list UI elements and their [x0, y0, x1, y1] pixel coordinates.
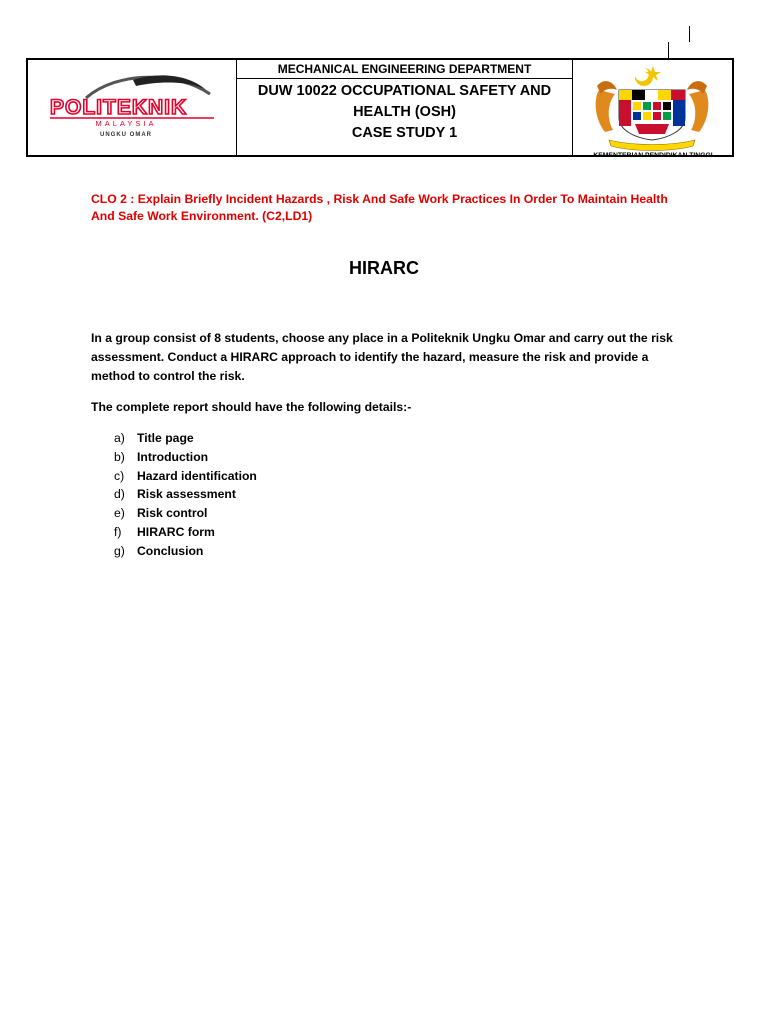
- list-item: [114, 542, 257, 561]
- list-item: [114, 485, 257, 504]
- course-title: [237, 79, 572, 155]
- list-item-marker: a): [114, 431, 125, 445]
- list-item-text: Risk assessment: [137, 487, 236, 502]
- list-item-text: Title page: [137, 431, 194, 445]
- ministry-crest-cell: [573, 60, 732, 159]
- coat-of-arms-icon: [573, 60, 732, 159]
- politeknik-logo-cell: [28, 60, 237, 155]
- logo-campus: UNGKU OMAR: [100, 132, 152, 138]
- list-item: [114, 523, 257, 542]
- list-item-marker: e): [114, 506, 125, 521]
- logo-wordmark: POLITEKNIK: [50, 96, 188, 119]
- list-item-text: HIRARC form: [137, 524, 215, 539]
- list-item-text: Introduction: [137, 449, 209, 464]
- course-title-line-2: HEALTH (OSH): [353, 104, 456, 120]
- list-item-marker: c): [114, 468, 125, 483]
- list-item: [114, 429, 257, 448]
- case-study-label: CASE STUDY 1: [351, 125, 458, 141]
- politeknik-logo: [28, 60, 236, 159]
- list-item: [114, 504, 257, 523]
- instructions-paragraph: In a group consist of 8 students, choose any place in a Politeknik Ungku Omar and carry out the risk assessment. Conduct a HIRARC approach to identify the hazard, measure the risk and provide a method to control the risk.: [91, 331, 673, 383]
- crop-mark: [668, 42, 669, 58]
- list-item-marker: d): [114, 487, 125, 502]
- list-item-text: Conclusion: [137, 543, 204, 558]
- list-item: [114, 448, 257, 467]
- logo-country: MALAYSIA: [95, 119, 157, 128]
- department-name: MECHANICAL ENGINEERING DEPARTMENT: [237, 60, 572, 79]
- list-item-marker: g): [114, 543, 125, 558]
- list-item-marker: b): [114, 449, 125, 464]
- list-item: [114, 467, 257, 486]
- report-details-list: [114, 429, 257, 561]
- page-title: HIRARC: [349, 258, 419, 278]
- course-title-cell: [237, 60, 573, 155]
- course-title-line-1: DUW 10022 OCCUPATIONAL SAFETY AND: [257, 83, 552, 99]
- text-cursor-mark: [689, 26, 690, 42]
- list-item-text: Hazard identification: [137, 468, 257, 483]
- ministry-name: KEMENTERIAN PENDIDIKAN TINGGI: [593, 152, 713, 159]
- header-table: [26, 58, 734, 157]
- report-details-heading: The complete report should have the following details:-: [91, 400, 412, 414]
- course-learning-outcome: CLO 2 : Explain Briefly Incident Hazards , Risk And Safe Work Practices In Order To Maintain Health And Safe Work Environment. (C2,LD1): [91, 192, 668, 223]
- list-item-marker: f): [114, 524, 122, 539]
- list-item-text: Risk control: [137, 506, 208, 521]
